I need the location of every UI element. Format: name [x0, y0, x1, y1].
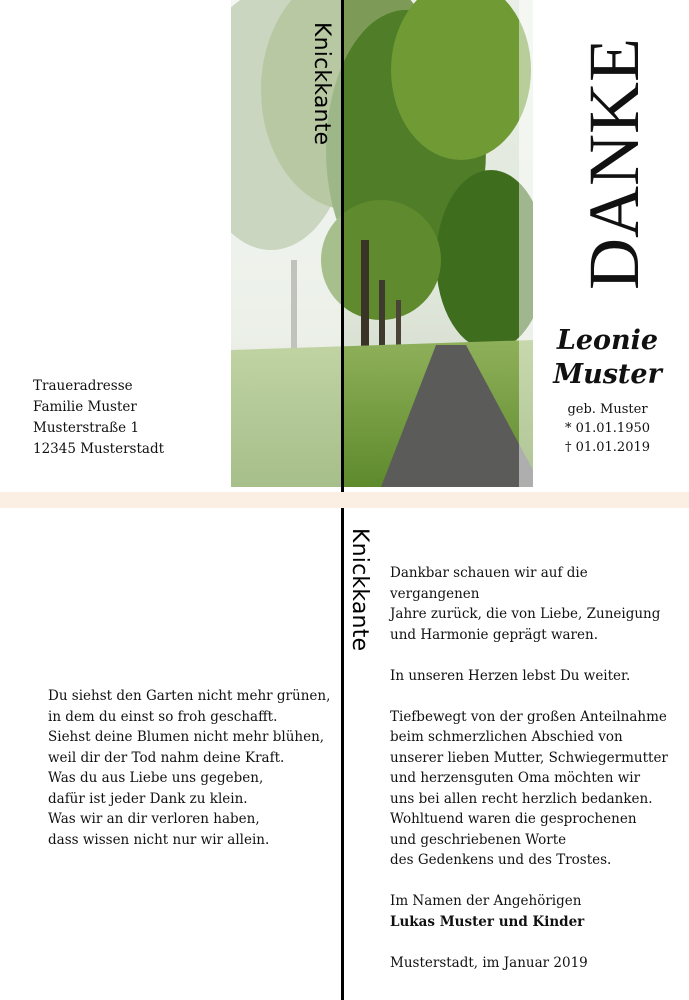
poem-line: Siehst deine Blumen nicht mehr blühen, — [48, 729, 325, 745]
card-title-text: DANKE — [574, 38, 654, 290]
message-line: und Harmonie geprägt waren. — [390, 626, 598, 643]
message-line: unserer lieben Mutter, Schwiegermutter — [390, 749, 668, 766]
message-paragraph-1 — [390, 563, 680, 645]
message-paragraph-3 — [390, 707, 680, 871]
tree-lined-path-photo — [231, 0, 533, 487]
place-and-date: Musterstadt, im Januar 2019 — [390, 954, 588, 971]
address-line: 12345 Musterstadt — [33, 441, 165, 457]
poem — [48, 686, 330, 850]
poem-line: Du siehst den Garten nicht mehr grünen, — [48, 688, 331, 704]
message-paragraph-4 — [390, 891, 680, 932]
poem-line: dass wissen nicht nur wir allein. — [48, 831, 270, 848]
message-line: Dankbar schauen wir auf die vergangenen — [390, 565, 588, 602]
message-paragraph-5 — [390, 953, 680, 974]
deceased-dates — [550, 400, 665, 457]
message-line: und geschriebenen Worte — [390, 831, 567, 848]
poem-line: Was du aus Liebe uns gegeben, — [48, 770, 264, 786]
poem-line: weil dir der Tod nahm deine Kraft. — [48, 749, 285, 766]
address-line: Traueradresse — [33, 378, 133, 394]
message-line: beim schmerzlichen Abschied von — [390, 729, 623, 745]
poem-line: Was wir an dir verloren haben, — [48, 811, 260, 827]
mourning-address — [33, 376, 164, 460]
fold-label-bottom: Knickkante — [347, 528, 372, 652]
fold-line-top — [341, 0, 344, 492]
deceased-last-name: Muster — [553, 359, 662, 390]
message-line: Jahre zurück, die von Liebe, Zuneigung — [390, 606, 661, 622]
signature-intro: Im Namen der Angehörigen — [390, 893, 582, 909]
deceased-first-name: Leonie — [556, 325, 659, 356]
message-line: Wohltuend waren die gesprochenen — [390, 811, 637, 827]
message-line: des Gedenkens und des Trostes. — [390, 852, 612, 868]
address-line: Musterstraße 1 — [33, 420, 140, 436]
thank-you-message — [390, 563, 680, 994]
separator-band — [0, 492, 689, 508]
fold-label-top: Knickkante — [309, 22, 334, 146]
message-line: uns bei allen recht herzlich bedanken. — [390, 790, 653, 807]
poem-line: dafür ist jeder Dank zu klein. — [48, 790, 248, 807]
poem-line: in dem du einst so froh geschafft. — [48, 708, 278, 725]
message-line: In unseren Herzen lebst Du weiter. — [390, 667, 631, 684]
deceased-name — [550, 324, 665, 392]
birth-name: geb. Muster — [567, 402, 648, 417]
fold-line-bottom — [341, 508, 344, 1000]
address-line: Familie Muster — [33, 399, 137, 415]
signature-names: Lukas Muster und Kinder — [390, 913, 585, 930]
card-title — [574, 30, 654, 292]
message-line: Tiefbewegt von der großen Anteilnahme — [390, 708, 667, 725]
death-date: † 01.01.2019 — [564, 440, 651, 455]
photo-illustration — [231, 0, 533, 487]
message-line: und herzensguten Oma möchten wir — [390, 770, 641, 786]
message-paragraph-2 — [390, 666, 680, 687]
birth-date: * 01.01.1950 — [564, 421, 651, 436]
